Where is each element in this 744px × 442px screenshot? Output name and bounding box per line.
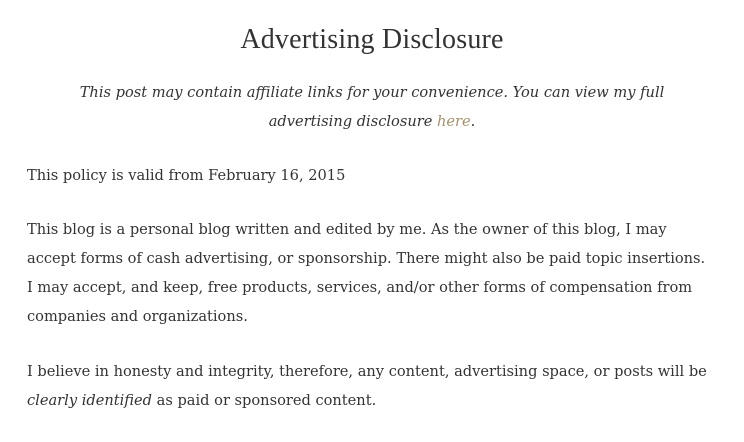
affiliate-notice-end: . [470, 113, 476, 130]
affiliate-notice [40, 78, 704, 136]
clearly-identified-emphasis: clearly identified [27, 392, 152, 409]
blog-description-paragraph: This blog is a personal blog written and edited by me. As the owner of this blog, I may accept forms of cash advertising, or sponsorship. There might also be paid topic insertions. I may accept, and keep, free products, services, and/or other forms of compensation from companies and organizations. [27, 221, 706, 325]
affiliate-notice-text: This post may contain affiliate links for your convenience. You can view my full advertising disclosure [79, 84, 665, 130]
page-title: Advertising Disclosure [240, 24, 504, 55]
policy-date: This policy is valid from February 16, 2015 [27, 167, 346, 184]
disclosure-link[interactable]: here [436, 113, 471, 130]
honesty-text: I believe in honesty and integrity, therefore, any content, advertising space, or posts will be [27, 363, 707, 380]
honesty-paragraph [27, 357, 707, 415]
honesty-end: as paid or sponsored content. [152, 392, 377, 409]
